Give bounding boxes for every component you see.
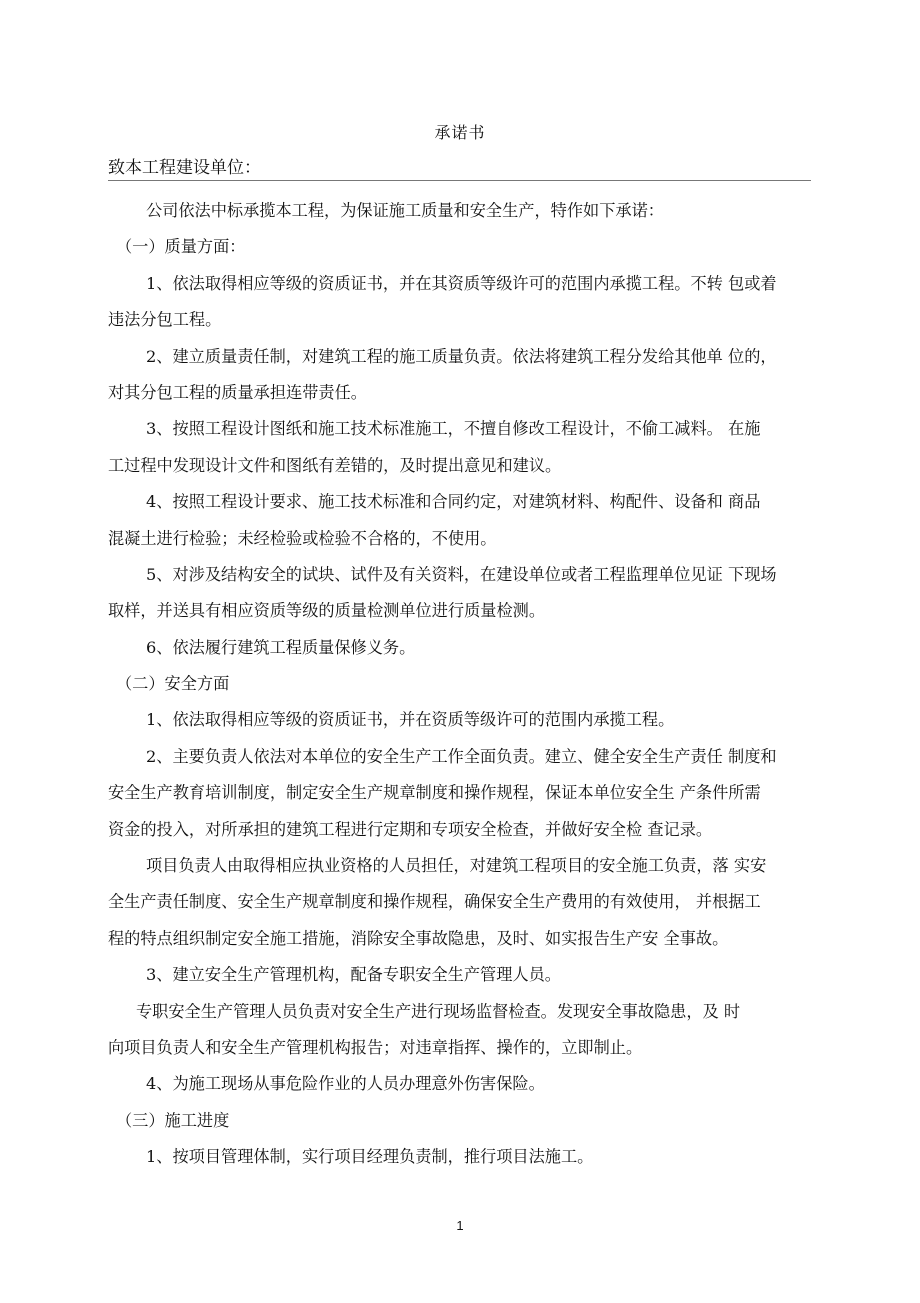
body-line: 资金的投入，对所承担的建筑工程进行定期和专项安全检查，并做好安全检 查记录。 <box>108 819 713 839</box>
body-line: 2、建立质量责任制，对建筑工程的施工质量负责。依法将建筑工程分发给其他单 位的， <box>146 346 777 366</box>
page-number: 1 <box>456 1218 464 1233</box>
document-body <box>108 193 811 1176</box>
body-line: 1、依法取得相应等级的资质证书，并在资质等级许可的范围内承揽工程。 <box>146 710 675 730</box>
body-line: 公司依法中标承揽本工程，为保证施工质量和安全生产，特作如下承诺： <box>146 201 664 220</box>
body-line: 3、按照工程设计图纸和施工技术标准施工，不擅自修改工程设计，不偷工减料。 在施 <box>146 419 761 439</box>
body-line: 违法分包工程。 <box>108 310 222 330</box>
body-line: 对其分包工程的质量承担连带责任。 <box>108 382 367 402</box>
body-line: 安全生产教育培训制度，制定安全生产规章制度和操作规程，保证本单位安全生 产条件所需 <box>108 783 761 803</box>
body-line: 1、按项目管理体制，实行项目经理负责制，推行项目法施工。 <box>146 1147 594 1167</box>
addressee-line: 致本工程建设单位： <box>108 158 261 178</box>
body-line: 向项目负责人和安全生产管理机构报告；对违章指挥、操作的，立即制止。 <box>108 1037 643 1057</box>
body-line: 程的特点组织制定安全施工措施，消除安全事故隐患，及时、如实报告生产安 全事故。 <box>108 928 729 948</box>
body-line: 取样，并送具有相应资质等级的质量检测单位进行质量检测。 <box>108 601 546 621</box>
header-divider <box>108 180 811 181</box>
body-line: 5、对涉及结构安全的试块、试件及有关资料，在建设单位或者工程监理单位见证 下现场 <box>146 564 777 584</box>
body-line: 全生产责任制度、安全生产规章制度和操作规程，确保安全生产费用的有效使用， 并根据工 <box>108 892 761 912</box>
body-line: 4、按照工程设计要求、施工技术标准和合同约定，对建筑材料、构配件、设备和 商品 <box>146 492 761 512</box>
document-title: 承诺书 <box>434 123 486 142</box>
body-line: 2、主要负责人依法对本单位的安全生产工作全面负责。建立、健全安全生产责任 制度和 <box>146 746 777 766</box>
body-line: （一）质量方面： <box>116 237 246 257</box>
body-line: （二）安全方面 <box>116 674 230 694</box>
body-line: 工过程中发现设计文件和图纸有差错的，及时提出意见和建议。 <box>108 455 562 475</box>
body-line: 6、依法履行建筑工程质量保修义务。 <box>146 637 416 657</box>
body-line: 3、建立安全生产管理机构，配备专职安全生产管理人员。 <box>146 965 561 985</box>
body-line: 1、依法取得相应等级的资质证书，并在其资质等级许可的范围内承揽工程。不转 包或着 <box>146 273 777 293</box>
body-line: 项目负责人由取得相应执业资格的人员担任，对建筑工程项目的安全施工负责，落 实安 <box>146 856 767 876</box>
body-line: 4、为施工现场从事危险作业的人员办理意外伤害保险。 <box>146 1074 545 1094</box>
body-line: 专职安全生产管理人员负责对安全生产进行现场监督检查。发现安全事故隐患，及 时 <box>136 1001 741 1021</box>
body-line: （三）施工进度 <box>116 1110 230 1130</box>
body-line: 混凝土进行检验；未经检验或检验不合格的，不使用。 <box>108 528 497 548</box>
